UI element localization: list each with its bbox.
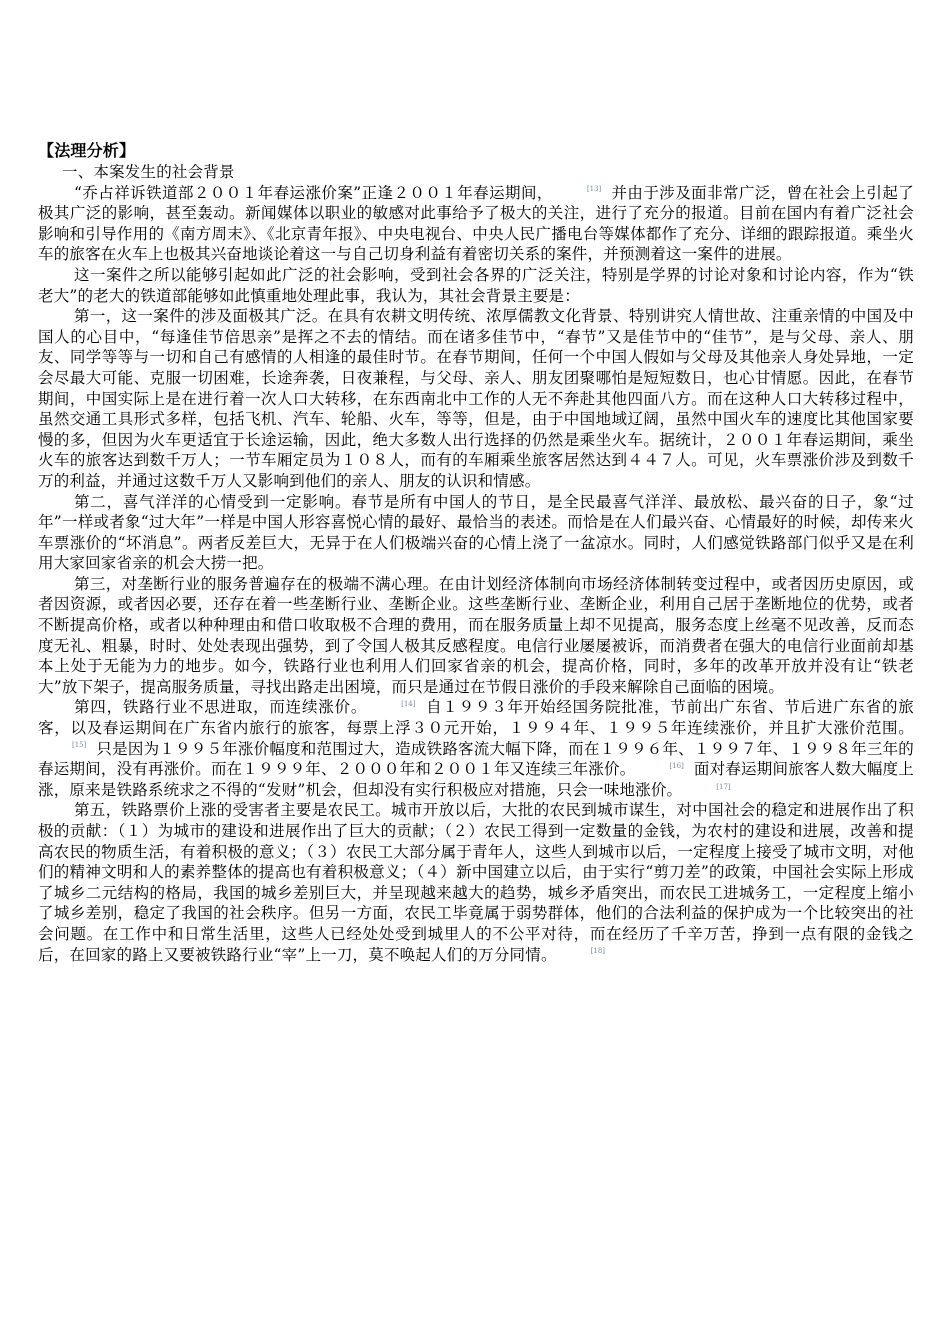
paragraph-2: 这一案件之所以能够引起如此广泛的社会影响，受到社会各界的广泛关注，特别是学界的讨论对象和讨论内容，作为“铁老大”的老大的铁道部能够如此慎重地处理此事，我认为，其社会背景主要是：: [38, 265, 914, 305]
document-body: [38, 140, 914, 965]
footnote-ref-15[interactable]: [15]: [72, 741, 87, 750]
footnote-ref-13[interactable]: [13]: [586, 185, 602, 194]
paragraph-7: [38, 800, 914, 965]
paragraph-1-text-b: 并由于涉及面非常广泛，曾在社会上引起了极其广泛的影响，甚至轰动。新闻媒体以职业的敏感对此事给予了极大的关注，进行了充分的报道。目前在国内有着广泛社会影响和引导作用的《南方周末》、《北京青年报》、中央电视台、中央人民广播电台等媒体都作了充分、详细的跟踪报道。乘坐火车的旅客在火车上也极其兴奋地谈论着这一与自己切身利益有着密切关系的案件，并预测着这一案件的进展。: [38, 183, 914, 264]
footnote-ref-17[interactable]: [17]: [716, 782, 731, 791]
paragraph-4: 第二，喜气洋洋的心情受到一定影响。春节是所有中国人的节日，是全民最喜气洋洋、最放松、最兴奋的日子，象“过年”一样或者象“过大年”一样是中国人形容喜悦心情的最好、最恰当的表述。而恰是在人们最兴奋、心情最好的时候，却传来火车票涨价的“坏消息”。两者反差巨大，无异于在人们极端兴奋的心情上浇了一盆凉水。同时，人们感觉铁路部门似乎又是在利用大家回家省亲的机会大捞一把。: [38, 492, 914, 573]
paragraph-3: 第一，这一案件的涉及面极其广泛。在具有农耕文明传统、浓厚儒教文化背景、特别讲究人情世故、注重亲情的中国及中国人的心目中，“每逢佳节倍思亲”是挥之不去的情结。而在诸多佳节中，“春节”又是佳节中的“佳节”，是与父母、亲人、朋友、同学等等与一切和自己有感情的人相逢的最佳时节。在春节期间，任何一个中国人假如与父母及其他亲人身处异地，一定会尽最大可能、克服一切困难，长途奔袭，日夜兼程，与父母、亲人、朋友团聚哪怕是短短数日，也心甘情愿。因此，在春节期间，中国实际上是在进行着一次人口大转移，在东西南北中工作的人无不奔赴其他四面八方。而在这种人口大转移过程中，虽然交通工具形式多样，包括飞机、汽车、轮船、火车，等等，但是，由于中国地域辽阔，虽然中国火车的速度比其他国家要慢的多，但因为火车更适宜于长途运输，因此，绝大多数人出行选择的仍然是乘坐火车。据统计，２００１年春运期间，乘坐火车的旅客达到数千万人；一节车厢定员为１０８人，而有的车厢乘坐旅客居然达到４４７人。可见，火车票涨价涉及到数千万的利益，并通过这数千万人又影响到他们的亲人、朋友的认识和情感。: [38, 307, 914, 490]
paragraph-6-text-c: 只是因为１９９５年涨价幅度和范围过大，造成铁路客流大幅下降，而在１９９６年、１９９７年、１９９８年三年的春运期间，没有再涨价。而在１９９９年、２０００年和２００１年又连续三年涨价。: [38, 739, 914, 779]
paragraph-6-text-b: 自１９９３年开始经国务院批准，节前出广东省、节后进广东省的旅客，以及春运期间在广东省内旅行的旅客，每票上浮３０元开始，１９９４年、１９９５年连续涨价，并且扩大涨价范围。: [38, 698, 914, 738]
paragraph-6-text-a: 第四，铁路行业不思进取，而连续涨价。: [74, 698, 368, 717]
subsection-heading: 一、本案发生的社会背景: [62, 163, 235, 181]
paragraph-7-text: 第五，铁路票价上涨的受害者主要是农民工。城市开放以后，大批的农民到城市谋生，对中国社会的稳定和进展作出了积极的贡献：（１）为城市的建设和进展作出了巨大的贡献；（２）农民工得到一定数量的金钱，为农村的建设和进展，改善和提高农民的物质生活，有着积极的意义；（３）农民工大部分属于青年人，这些人到城市以后，一定程度上接受了城市文明，对他们的精神文明和人的素养整体的提高也有着积极意义；（４）新中国建立以后，由于实行“剪刀差”的政策，中国社会实际上形成了城乡二元结构的格局，我国的城乡差别巨大，并呈现越来越大的趋势，城乡矛盾突出，而农民工进城务工，一定程度上缩小了城乡差别，稳定了我国的社会秩序。但另一方面，农民工毕竟属于弱势群体，他们的合法利益的保护成为一个比较突出的社会问题。在工作中和日常生活里，这些人已经处处受到城里人的不公平对待，而在经历了千辛万苦，挣到一点有限的金钱之后，在回家的路上又要被铁路行业“宰”上一刀，莫不唤起人们的万分同情。: [38, 801, 914, 964]
paragraph-1: [38, 183, 914, 265]
section-heading: 【法理分析】: [38, 141, 136, 160]
paragraph-6-text-d: 面对春运期间旅客人数大幅度上涨，原来是铁路系统求之不得的“发财”机会，但却没有实行积极应对措施，只会一味地涨价。: [38, 760, 914, 799]
paragraph-5: 第三，对垄断行业的服务普遍存在的极端不满心理。在由计划经济体制向市场经济体制转变过程中，或者因历史原因，或者因资源，或者因必要，还存在着一些垄断行业、垄断企业。这些垄断行业、垄断企业，利用自己居于垄断地位的优势，或者不断提高价格，或者以种种理由和借口收取极不合理的费用，而在服务质量上却不见提高，服务态度上丝毫不见改善，反而态度无礼、粗暴，时时、处处表现出强势，到了令国人极其反感程度。电信行业屡屡被诉，而消费者在强大的电信行业面前却基本上处于无能为力的地步。如今，铁路行业也利用人们回家省亲的机会，提高价格，同时，多年的改革开放并没有让“铁老大”放下架子，提高服务质量，寻找出路走出困境，而只是通过在节假日涨价的手段来解除自己面临的困境。: [38, 574, 914, 696]
footnote-ref-14[interactable]: [14]: [401, 700, 416, 709]
footnote-ref-18[interactable]: [18]: [590, 947, 606, 956]
footnote-ref-16[interactable]: [16]: [669, 762, 684, 771]
paragraph-6: [38, 697, 914, 800]
paragraph-1-text-a: “乔占祥诉铁道部２００１年春运涨价案”正逢２００１年春运期间，: [74, 183, 553, 202]
